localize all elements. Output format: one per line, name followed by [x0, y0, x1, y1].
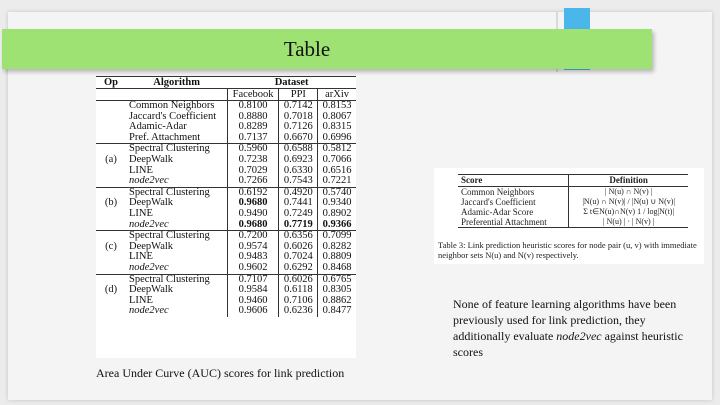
algorithm-cell: node2vec [129, 305, 169, 317]
value-cell: 0.7066 [318, 155, 356, 166]
op-cell: (c) [105, 240, 117, 252]
table-row [96, 101, 356, 112]
value-cell: 0.6292 [279, 263, 318, 274]
score-definition-cell: | N(u) | · | N(v) | [569, 217, 688, 228]
op-cell [96, 176, 126, 187]
value-cell: 0.8315 [318, 122, 356, 133]
value-cell: 0.6765 [318, 274, 356, 285]
value-cell: 0.7106 [279, 296, 318, 307]
algorithm-cell: LINE [129, 294, 153, 306]
value-cell: 0.6356 [279, 231, 318, 242]
algorithm-cell: node2vec [129, 218, 169, 230]
value-cell: 0.4920 [279, 187, 318, 198]
value-cell: 0.6192 [227, 187, 279, 198]
value-cell: 0.7024 [279, 252, 318, 263]
score-header: Score [458, 175, 569, 187]
score-definition-cell: Σ t∈N(u)∩N(v) 1 / log|N(t)| [569, 207, 688, 217]
op-cell [96, 166, 126, 177]
score-table [434, 168, 704, 264]
value-cell: 0.6330 [279, 166, 318, 177]
algorithm-cell: DeepWalk [129, 197, 174, 209]
note-text-part: against heuristic scores [453, 329, 683, 359]
algorithm-cell: node2vec [129, 261, 169, 273]
value-cell: 0.8477 [318, 306, 356, 317]
value-cell: 0.7137 [227, 133, 279, 144]
value-cell: 0.7099 [318, 231, 356, 242]
value-cell: 0.7238 [227, 155, 279, 166]
op-cell: (b) [104, 197, 118, 209]
op-cell [96, 220, 126, 231]
algorithm-cell: Adamic-Adar [129, 121, 187, 133]
score-table-caption: Table 3: Link prediction heuristic scores for node pair (u, v) with immediate neighbor sets N(u) and N(v) respectively. [438, 240, 697, 260]
value-cell: 0.8282 [318, 242, 356, 253]
slide-title: Table [283, 36, 331, 61]
op-cell [96, 263, 126, 274]
note-text-part: node2vec [556, 329, 602, 343]
algorithm-cell: DeepWalk [129, 284, 174, 296]
value-cell: 0.8468 [318, 263, 356, 274]
definition-header: Definition [569, 175, 688, 187]
value-cell: 0.6236 [279, 306, 318, 317]
note-text [453, 296, 703, 360]
value-cell: 0.9680 [227, 220, 279, 231]
algorithm-cell: Spectral Clustering [126, 274, 227, 285]
table-row [458, 197, 688, 207]
score-table-body [458, 187, 688, 228]
value-cell: 0.9340 [318, 198, 356, 209]
table-row [96, 263, 356, 274]
op-header: Op [96, 77, 126, 89]
dataset-name: Facebook [227, 89, 279, 101]
value-cell: 0.8153 [318, 101, 356, 112]
value-cell: 0.8067 [318, 112, 356, 123]
value-cell: 0.9460 [227, 296, 279, 307]
algorithm-cell: Spectral Clustering [126, 144, 227, 155]
score-definition-cell: |N(u) ∩ N(v)| / |N(u) ∪ N(v)| [569, 197, 688, 207]
value-cell: 0.6026 [279, 274, 318, 285]
note-text-part: None of feature learning algorithms have been previously used for link prediction, they additionally evaluate [453, 297, 677, 343]
table-row [96, 209, 356, 220]
value-cell: 0.8862 [318, 296, 356, 307]
value-cell: 0.6026 [279, 242, 318, 253]
dataset-name: PPI [279, 89, 318, 101]
algorithm-cell: Pref. Attachment [129, 131, 201, 143]
algorithm-cell: Spectral Clustering [126, 187, 227, 198]
value-cell: 0.7018 [279, 112, 318, 123]
algorithm-cell: Spectral Clustering [126, 231, 227, 242]
algorithm-header: Algorithm [126, 77, 227, 89]
auc-table [96, 76, 356, 358]
score-name-cell: Jaccard's Coefficient [461, 197, 536, 207]
table-row [96, 306, 356, 317]
value-cell: 0.7249 [279, 209, 318, 220]
value-cell: 0.6118 [279, 285, 318, 296]
value-cell: 0.8902 [318, 209, 356, 220]
value-cell: 0.6588 [279, 144, 318, 155]
op-cell: (d) [104, 284, 118, 296]
op-cell [96, 252, 126, 263]
value-cell: 0.7200 [227, 231, 279, 242]
op-cell [96, 306, 126, 317]
title-bar [2, 29, 652, 69]
value-cell: 0.7719 [279, 220, 318, 231]
value-cell: 0.9602 [227, 263, 279, 274]
value-cell: 0.7126 [279, 122, 318, 133]
algorithm-cell: Jaccard's Coefficient [129, 110, 217, 122]
value-cell: 0.7543 [279, 176, 318, 187]
value-cell: 0.5960 [227, 144, 279, 155]
value-cell: 0.9366 [318, 220, 356, 231]
algorithm-cell: LINE [129, 164, 153, 176]
table-row [458, 207, 688, 217]
algorithm-cell: DeepWalk [129, 153, 174, 165]
table-row [458, 187, 688, 198]
algorithm-cell: node2vec [129, 175, 169, 187]
algorithm-cell: LINE [129, 251, 153, 263]
table-row [96, 133, 356, 144]
value-cell: 0.7142 [279, 101, 318, 112]
value-cell: 0.8100 [227, 101, 279, 112]
table-row [96, 176, 356, 187]
op-cell [96, 296, 126, 307]
value-cell: 0.9584 [227, 285, 279, 296]
table-row [96, 220, 356, 231]
value-cell: 0.7441 [279, 198, 318, 209]
op-cell [96, 101, 126, 112]
op-cell [96, 133, 126, 144]
algorithm-cell: DeepWalk [129, 240, 174, 252]
value-cell: 0.7221 [318, 176, 356, 187]
value-cell: 0.6996 [318, 133, 356, 144]
score-definition-cell: | N(u) ∩ N(v) | [569, 187, 688, 198]
value-cell: 0.7107 [227, 274, 279, 285]
value-cell: 0.5812 [318, 144, 356, 155]
dataset-header: Dataset [227, 77, 356, 89]
value-cell: 0.8305 [318, 285, 356, 296]
value-cell: 0.5740 [318, 187, 356, 198]
value-cell: 0.9574 [227, 242, 279, 253]
value-cell: 0.6923 [279, 155, 318, 166]
auc-table-body [96, 101, 356, 317]
value-cell: 0.9490 [227, 209, 279, 220]
value-cell: 0.8809 [318, 252, 356, 263]
value-cell: 0.9680 [227, 198, 279, 209]
op-cell [96, 209, 126, 220]
op-cell [96, 122, 126, 133]
score-name-cell: Adamic-Adar Score [461, 207, 534, 217]
score-table-header-row [458, 175, 688, 187]
score-name-cell: Common Neighbors [461, 187, 535, 197]
auc-caption: Area Under Curve (AUC) scores for link prediction [96, 366, 345, 380]
dataset-name: arXiv [318, 89, 356, 101]
algorithm-cell: Common Neighbors [129, 100, 215, 111]
value-cell: 0.6670 [279, 133, 318, 144]
auc-table-subheader-row [96, 89, 356, 101]
value-cell: 0.6516 [318, 166, 356, 177]
value-cell: 0.8289 [227, 122, 279, 133]
value-cell: 0.9606 [227, 306, 279, 317]
table-row [458, 217, 688, 228]
score-name-cell: Preferential Attachment [458, 217, 569, 228]
value-cell: 0.8880 [227, 112, 279, 123]
table-row [96, 155, 356, 166]
value-cell: 0.7029 [227, 166, 279, 177]
op-cell [96, 112, 126, 123]
algorithm-cell: LINE [129, 207, 153, 219]
value-cell: 0.9483 [227, 252, 279, 263]
auc-table-header-row [96, 77, 356, 89]
op-cell: (a) [105, 153, 117, 165]
value-cell: 0.7266 [227, 176, 279, 187]
